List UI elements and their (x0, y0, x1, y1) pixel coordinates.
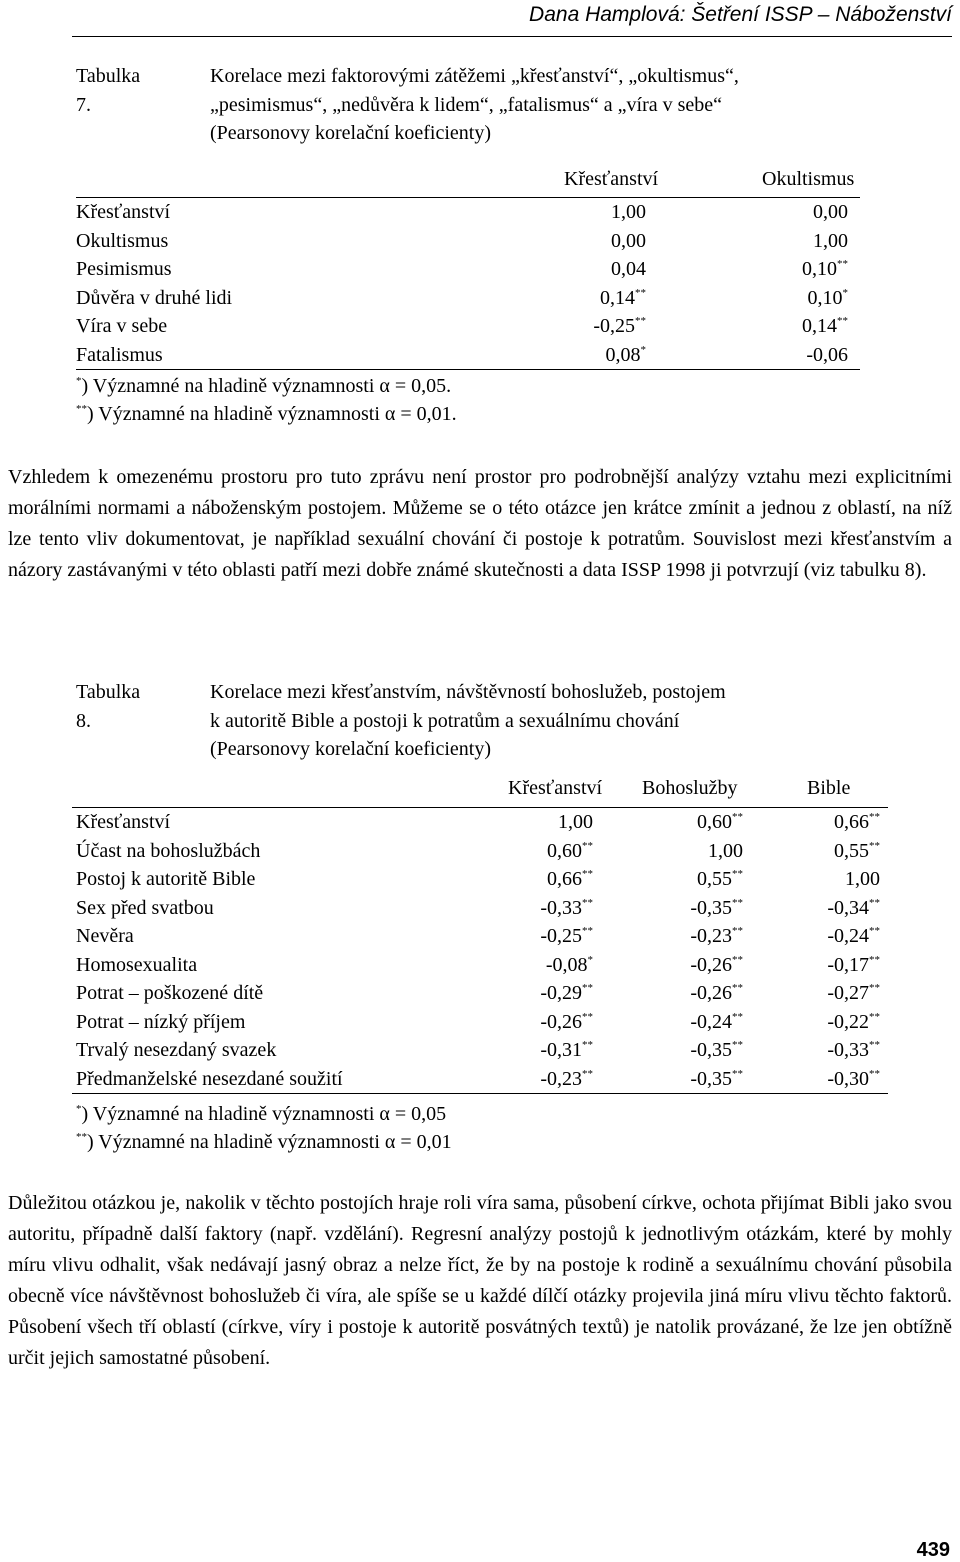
table7-caption-line: „pesimismus“, „nedůvěra k lidem“, „fatalismus“ a „víra v sebe“ (210, 93, 723, 116)
table-cell (834, 808, 880, 837)
table-cell (690, 951, 743, 980)
significance-mark: ** (582, 839, 593, 852)
cell-value: 0,14 (802, 315, 837, 337)
cell-value: -0,23 (690, 925, 732, 947)
table-cell (827, 1008, 880, 1037)
table-cell (540, 1008, 593, 1037)
table-cell (827, 922, 880, 951)
table-cell (808, 284, 849, 313)
table8-header (72, 777, 888, 807)
table7-note (76, 400, 457, 428)
significance-mark: ** (732, 982, 743, 994)
significance-mark: ** (732, 811, 743, 823)
table-row (72, 894, 888, 923)
cell-value: -0,24 (827, 925, 869, 947)
cell-value: -0,35 (690, 1039, 732, 1061)
header-rule (72, 36, 952, 37)
row-label: Fatalismus (76, 343, 163, 366)
table-cell (546, 951, 593, 980)
table7-col-header: Okultismus (762, 168, 855, 190)
significance-mark: ** (869, 896, 880, 909)
table-cell (558, 808, 593, 837)
cell-value: 0,55 (697, 868, 732, 890)
significance-mark: ** (582, 982, 593, 994)
cell-value: -0,24 (690, 1010, 732, 1033)
table-cell (834, 837, 880, 866)
cell-value: 0,14 (600, 286, 635, 309)
significance-mark: ** (582, 1010, 593, 1023)
significance-mark: ** (732, 1067, 743, 1080)
cell-value: -0,27 (827, 982, 869, 1004)
table-cell (540, 1065, 593, 1094)
table8-body (72, 808, 888, 1093)
table-cell (827, 894, 880, 923)
cell-value: 0,66 (547, 868, 582, 890)
cell-value: -0,26 (690, 953, 732, 976)
significance-mark: ** (732, 925, 743, 937)
table-cell (540, 922, 593, 951)
note-mark: ** (76, 403, 87, 415)
table8-note (76, 1100, 446, 1128)
cell-value: -0,22 (827, 1010, 869, 1033)
cell-value: -0,06 (806, 343, 848, 366)
cell-value: 0,55 (834, 839, 869, 862)
significance-mark: ** (582, 896, 593, 909)
body-paragraph-2: Důležitou otázkou je, nakolik v těchto postojích hraje roli víra sama, působení církve, ochota přijímat Bibli jako svou autoritu, případně další faktory (např. vzdělání). Regresní analýzy postojů k jednotlivým otázkám, které by mohly míru vlivu odhalit, však nedávají jasný obraz a nelze říct, že by na postoje k rodině a sexuálnímu chování působila obecně více návštěvnost bohoslužeb či víra, ale spíše se u každé dílčí otázky projevila jiná míru vlivu těchto faktorů. Působení všech tří oblastí (církve, víry i postoje k autoritě posvátných textů) je natolik provázané, že lze jen obtížně určit jejich samostatné působení. (8, 1192, 952, 1369)
table7-header (76, 168, 860, 197)
table7-note (76, 372, 451, 400)
table8-col-header: Bible (807, 777, 851, 799)
table-row (72, 1065, 888, 1094)
significance-mark: ** (732, 1039, 743, 1051)
table-cell (690, 1008, 743, 1037)
row-label: Předmanželské nesezdané soužití (76, 1067, 343, 1090)
cell-value: 1,00 (845, 868, 880, 890)
table-row (76, 284, 860, 313)
table-row (72, 979, 888, 1008)
significance-mark: ** (732, 1010, 743, 1023)
table8-caption-line: Korelace mezi křesťanstvím, návštěvností bohoslužeb, postojem (210, 681, 726, 703)
table-cell (540, 979, 593, 1008)
table7-col-header: Křesťanství (564, 168, 659, 190)
table-cell (802, 312, 848, 341)
table-row (72, 1008, 888, 1037)
table-cell (606, 341, 647, 370)
cell-value: 0,66 (834, 811, 869, 833)
running-title: Dana Hamplová: Šetření ISSP – Náboženství (529, 3, 952, 26)
cell-value: 0,04 (611, 258, 646, 280)
table-cell (540, 1036, 593, 1065)
cell-value: -0,26 (690, 982, 732, 1004)
table-row (76, 255, 860, 284)
table8-caption-line: (Pearsonovy korelační koeficienty) (210, 738, 492, 760)
row-label: Účast na bohoslužbách (76, 839, 261, 862)
cell-value: -0,33 (827, 1039, 869, 1061)
cell-value: 0,10 (802, 258, 837, 280)
table-cell (813, 227, 848, 256)
table-row (76, 227, 860, 256)
table-cell (690, 894, 743, 923)
table8 (72, 777, 888, 1094)
table-row (72, 865, 888, 894)
table-cell (697, 865, 743, 894)
significance-mark: ** (635, 315, 646, 327)
significance-mark: ** (582, 1067, 593, 1080)
table7-label: Tabulka 7. (76, 65, 141, 116)
table-cell (806, 341, 848, 370)
note-text: ) Významné na hladině významnosti α = 0,05. (81, 375, 452, 397)
row-label: Sex před svatbou (76, 896, 214, 919)
significance-mark: ** (732, 868, 743, 880)
significance-mark: ** (869, 811, 880, 823)
table8-label: Tabulka 8. (76, 681, 141, 732)
cell-value: 1,00 (813, 229, 848, 252)
significance-mark: * (842, 286, 848, 299)
table-row (72, 808, 888, 837)
row-label: Okultismus (76, 229, 169, 252)
table-cell (827, 979, 880, 1008)
significance-mark: * (587, 953, 593, 966)
table8-bottom-rule (72, 1093, 888, 1094)
table-cell (611, 255, 646, 284)
table-row (76, 341, 860, 370)
significance-mark: ** (869, 1039, 880, 1051)
table-row (72, 922, 888, 951)
table-row (76, 198, 860, 227)
cell-value: 0,10 (807, 286, 843, 309)
cell-value: -0,33 (540, 896, 582, 919)
note-mark: ** (76, 1131, 87, 1143)
significance-mark: ** (869, 982, 880, 994)
cell-value: -0,30 (827, 1067, 869, 1090)
table8-note (76, 1128, 452, 1156)
cell-value: -0,23 (540, 1067, 582, 1090)
significance-mark: ** (869, 839, 880, 852)
note-text: ) Významné na hladině významnosti α = 0,01. (87, 403, 457, 425)
cell-value: 1,00 (611, 201, 646, 223)
cell-value: -0,31 (540, 1039, 582, 1061)
significance-mark: ** (837, 258, 848, 270)
page-number: 439 (916, 1539, 950, 1561)
table-cell (600, 284, 646, 313)
table-cell (802, 255, 848, 284)
table8-col-header: Bohoslužby (642, 777, 738, 799)
note-mark: * (76, 1103, 82, 1115)
row-label: Potrat – poškozené dítě (76, 982, 264, 1004)
row-label: Křesťanství (76, 201, 171, 223)
significance-mark: ** (869, 1067, 880, 1080)
row-label: Křesťanství (76, 811, 171, 833)
cell-value: 1,00 (558, 811, 593, 833)
table-cell (593, 312, 646, 341)
table-cell (611, 227, 646, 256)
row-label: Homosexualita (76, 953, 198, 976)
row-label: Nevěra (76, 925, 134, 947)
table-cell (845, 865, 880, 894)
table8-col-header: Křesťanství (508, 777, 603, 799)
body-paragraph-1: Vzhledem k omezenému prostoru pro tuto zprávu není prostor pro podrobnější analýzy vztahu mezi explicitními morálními normami a náboženským postojem. Můžeme se o této otázce jen krátce zmínit a jednou z oblastí, na níž lze tento vliv dokumentovat, je například sexuální chování či postoje k potratům. Souvislost mezi křesťanstvím a názory zastávanými v této oblasti patří mezi dobře známé skutečnosti a data ISSP 1998 ji potvrzují (viz tabulku 8). (8, 466, 952, 581)
cell-value: -0,34 (827, 896, 869, 919)
cell-value: -0,35 (690, 896, 732, 919)
significance-mark: * (640, 343, 646, 356)
table-cell (690, 1036, 743, 1065)
cell-value: -0,08 (545, 953, 588, 976)
row-label: Potrat – nízký příjem (76, 1010, 246, 1033)
cell-value: 0,08 (605, 343, 641, 366)
significance-mark: ** (837, 315, 848, 327)
cell-value: -0,35 (690, 1067, 732, 1090)
table8-caption-line: k autoritě Bible a postoji k potratům a sexuálnímu chování (210, 709, 680, 732)
table-cell (827, 951, 880, 980)
significance-mark: ** (635, 286, 646, 299)
table-row (72, 837, 888, 866)
row-label: Důvěra v druhé lidi (76, 286, 233, 309)
table-cell (813, 198, 848, 227)
table7 (76, 168, 860, 370)
cell-value: -0,17 (827, 953, 869, 976)
cell-value: 1,00 (708, 839, 743, 862)
table7-body (76, 198, 860, 369)
table8-caption-lines (210, 678, 726, 764)
table-cell (690, 1065, 743, 1094)
table-cell (690, 922, 743, 951)
cell-value: -0,29 (540, 982, 582, 1004)
table-row (72, 951, 888, 980)
table7-bottom-rule (76, 369, 860, 370)
note-text: ) Významné na hladině významnosti α = 0,05 (81, 1103, 447, 1125)
table-cell (708, 837, 743, 866)
table-row (72, 1036, 888, 1065)
significance-mark: ** (582, 1039, 593, 1051)
table-cell (827, 1036, 880, 1065)
table-row (76, 312, 860, 341)
table-cell (690, 979, 743, 1008)
table7-caption-lines (210, 62, 739, 148)
row-label: Postoj k autoritě Bible (76, 868, 256, 890)
significance-mark: ** (869, 953, 880, 966)
note-text: ) Významné na hladině významnosti α = 0,01 (87, 1131, 452, 1153)
row-label: Pesimismus (76, 258, 172, 280)
significance-mark: ** (869, 1010, 880, 1023)
table-cell (697, 808, 743, 837)
table-cell (547, 837, 593, 866)
significance-mark: ** (582, 868, 593, 880)
table-cell (540, 894, 593, 923)
cell-value: 0,60 (547, 839, 582, 862)
cell-value: -0,25 (593, 315, 635, 337)
significance-mark: ** (869, 925, 880, 937)
table-cell (547, 865, 593, 894)
note-mark: * (76, 375, 82, 387)
cell-value: -0,25 (540, 925, 582, 947)
table-cell (611, 198, 646, 227)
cell-value: 0,00 (813, 201, 848, 223)
cell-value: -0,26 (540, 1010, 582, 1033)
row-label: Víra v sebe (76, 315, 168, 337)
table7-caption-line: (Pearsonovy korelační koeficienty) (210, 122, 492, 144)
cell-value: 0,60 (697, 811, 732, 833)
table7-caption-line: Korelace mezi faktorovými zátěžemi „křesťanství“, „okultismus“, (210, 65, 739, 87)
significance-mark: ** (732, 953, 743, 966)
significance-mark: ** (582, 925, 593, 937)
significance-mark: ** (732, 896, 743, 909)
table-cell (827, 1065, 880, 1094)
cell-value: 0,00 (611, 229, 646, 252)
row-label: Trvalý nesezdaný svazek (76, 1039, 277, 1061)
running-header (0, 0, 960, 40)
